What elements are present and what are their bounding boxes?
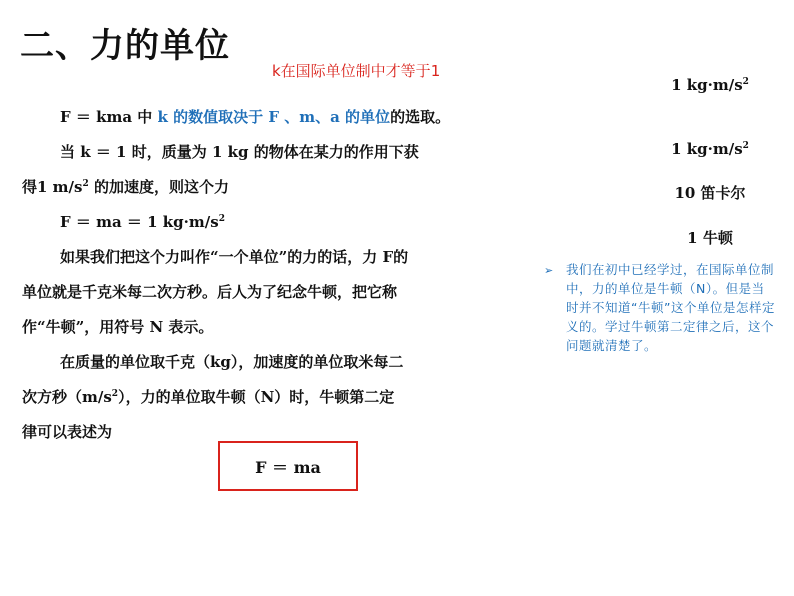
right-item-2 <box>640 140 780 158</box>
formula-text: F ＝ ma <box>255 457 321 477</box>
line-3 <box>22 170 528 205</box>
line-3-end: 的加速度，则这个力 <box>88 178 229 196</box>
right-item-1-superscript: 2 <box>742 77 749 87</box>
line-6: 单位就是千克米每二次方秒。后人为了纪念牛顿，把它称 <box>22 283 398 301</box>
line-3-start: 得1 m/s <box>22 178 83 196</box>
side-note-text: 我们在初中已经学过，在国际单位制中，力的单位是牛顿（N）。但是当时并不知道“牛顿”这个单位是怎样定义的。学过牛顿第二定律之后，这个问题就清楚了。 <box>566 262 775 353</box>
line-9-start: 次方秒（m/s <box>22 388 112 406</box>
right-item-3: 10 笛卡尔 <box>674 184 746 202</box>
line-1-end: 的选取。 <box>390 108 451 126</box>
line-8: 在质量的单位取千克（kg），加速度的单位取米每二 <box>60 353 404 371</box>
right-item-1-text: 1 kg·m/s <box>671 76 743 94</box>
line-1 <box>22 100 528 135</box>
line-7: 作“牛顿”，用符号 N 表示。 <box>22 318 214 336</box>
right-item-1 <box>640 76 780 94</box>
side-note <box>544 260 776 355</box>
slide-title: 二、力的单位 <box>20 26 230 66</box>
right-item-2-superscript: 2 <box>742 141 749 151</box>
formula-box <box>218 441 358 491</box>
line-4-equation <box>22 205 528 240</box>
line-10: 律可以表述为 <box>22 423 113 441</box>
line-9 <box>22 380 528 415</box>
main-paragraph <box>22 100 528 450</box>
highlight-k-depends: k 的数值取决于 F 、m、a 的单位 <box>157 108 391 126</box>
right-item-4: 1 牛顿 <box>687 229 733 247</box>
arrow-bullet-icon: ➢ <box>544 264 554 277</box>
equation-text: F ＝ ma ＝ 1 kg·m/s <box>60 213 219 231</box>
line-3-superscript: 2 <box>82 179 89 189</box>
right-item-2-text: 1 kg·m/s <box>671 140 743 158</box>
line-9-end: ），力的单位取牛顿（N）时，牛顿第二定 <box>118 388 395 406</box>
line-5: 如果我们把这个力叫作“一个单位”的力的话，力 F的 <box>60 248 409 266</box>
line-1-start: F ＝ kma 中 <box>60 108 158 126</box>
line-2: 当 k ＝ 1 时，质量为 1 kg 的物体在某力的作用下获 <box>60 143 419 161</box>
equation-superscript: 2 <box>218 214 225 224</box>
line-9-superscript: 2 <box>111 389 119 399</box>
red-annotation: k在国际单位制中才等于1 <box>272 62 441 80</box>
